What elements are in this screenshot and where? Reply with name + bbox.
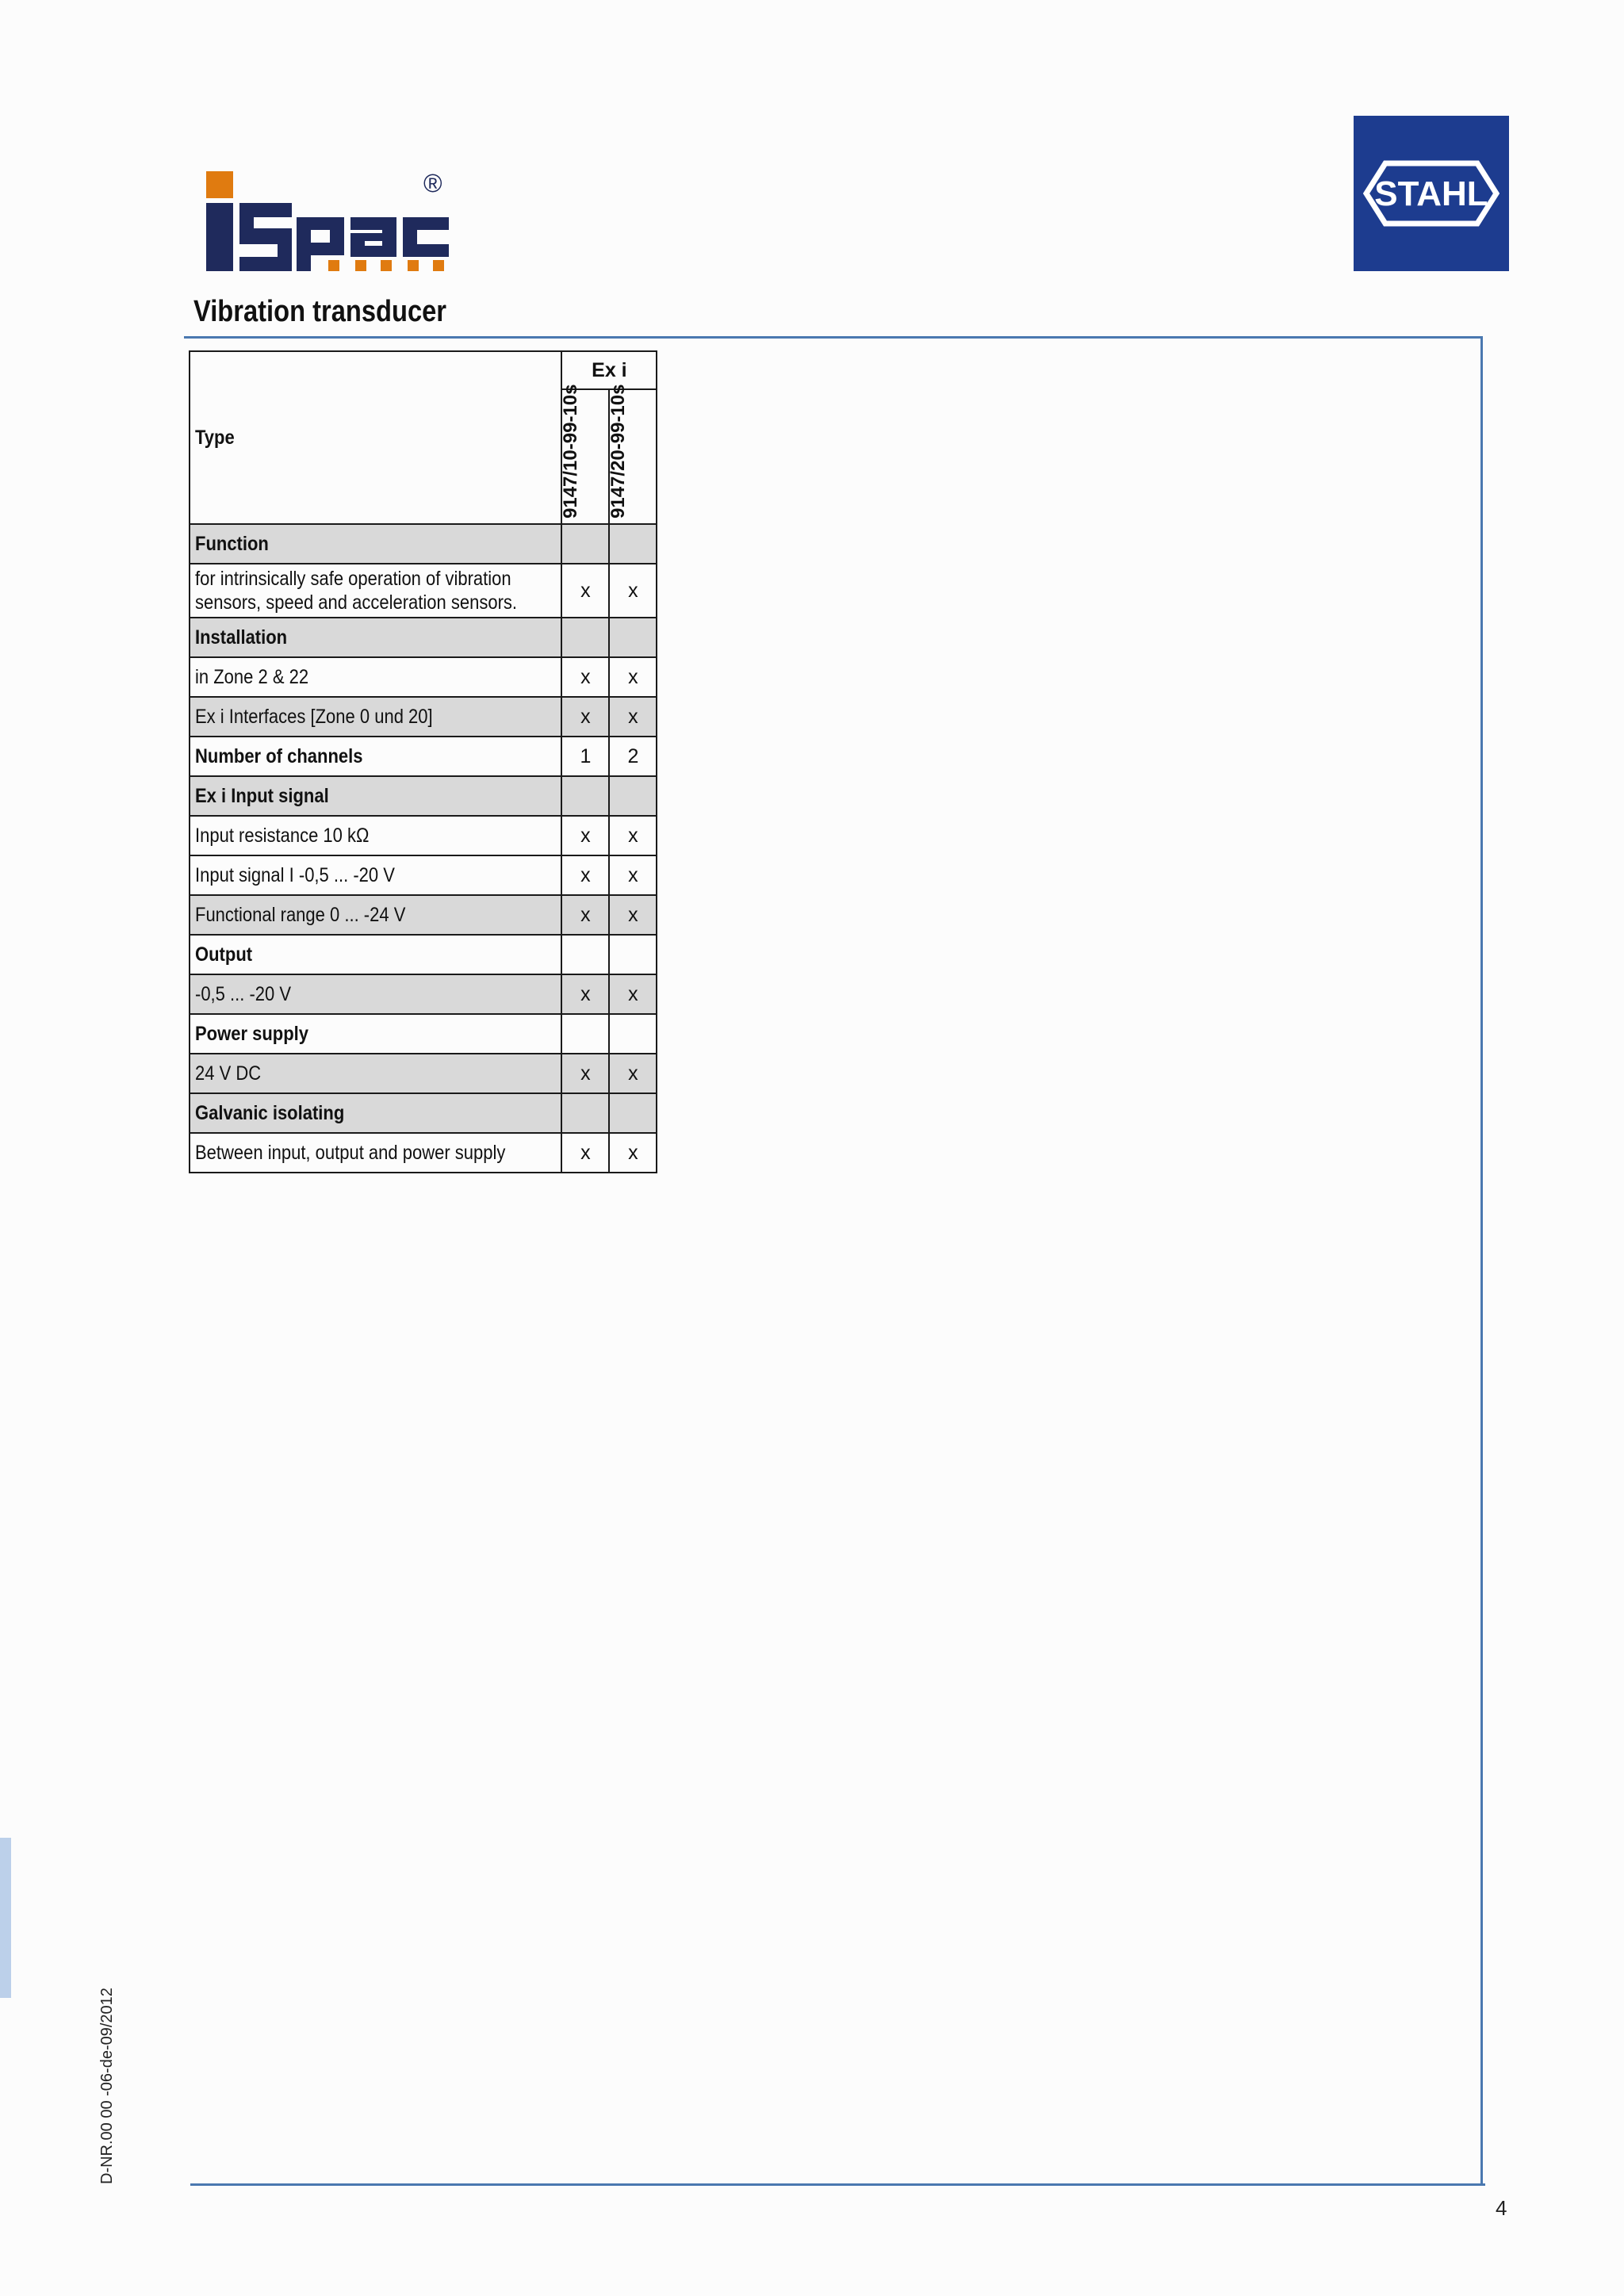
row-label — [190, 564, 561, 618]
row-value — [561, 618, 609, 657]
side-tab-marker — [0, 1838, 11, 1998]
table-row — [190, 816, 657, 855]
row-value: x — [609, 564, 657, 618]
table-row — [190, 935, 657, 974]
document-id: D-NR.00 00 -06-de-09/2012 — [98, 1988, 116, 2184]
row-value: x — [561, 974, 609, 1014]
row-label-line-2: sensors, speed and acceleration sensors. — [195, 591, 518, 614]
stahl-logo — [1354, 116, 1509, 271]
column-header-1 — [560, 384, 609, 524]
table-row — [190, 1133, 657, 1173]
row-value: x — [609, 1054, 657, 1093]
row-label: -0,5 ... -20 V — [195, 982, 292, 1005]
row-value — [609, 776, 657, 816]
table-row — [190, 657, 657, 697]
row-label: in Zone 2 & 22 — [195, 665, 309, 688]
column-header-2 — [607, 384, 657, 524]
row-label: Ex i Input signal — [195, 784, 329, 807]
row-label: Installation — [195, 626, 288, 649]
row-value: x — [609, 697, 657, 737]
row-label: Input signal I -0,5 ... -20 V — [195, 863, 395, 886]
stahl-logo-text: STAHL — [1374, 174, 1488, 213]
row-label: 24 V DC — [195, 1062, 262, 1085]
table-row — [190, 974, 657, 1014]
row-value: x — [609, 816, 657, 855]
row-label: Galvanic isolating — [195, 1101, 345, 1124]
row-value: x — [609, 895, 657, 935]
row-value: x — [609, 974, 657, 1014]
row-label: Power supply — [195, 1022, 309, 1045]
ispac-logo — [205, 168, 458, 276]
table-row — [190, 564, 657, 618]
ex-i-group-header: Ex i — [561, 351, 657, 389]
type-label: Type — [195, 426, 235, 449]
table-row — [190, 697, 657, 737]
type-label-cell — [190, 351, 561, 524]
row-value: x — [561, 895, 609, 935]
row-value — [561, 1014, 609, 1054]
row-value — [609, 935, 657, 974]
table-row — [190, 1054, 657, 1093]
frame-bottom-line — [190, 2183, 1485, 2186]
table-row — [190, 1093, 657, 1133]
row-value: x — [561, 697, 609, 737]
row-label: Output — [195, 943, 253, 966]
row-value — [561, 524, 609, 564]
row-value: x — [561, 1054, 609, 1093]
table-row — [190, 524, 657, 564]
spec-table — [189, 350, 657, 1173]
row-value: x — [561, 564, 609, 618]
table-row — [190, 855, 657, 895]
row-label: Function — [195, 532, 269, 555]
row-value — [561, 1093, 609, 1133]
column-header-2-text: 9147/20-99-10s — [607, 384, 630, 519]
row-label: Ex i Interfaces [Zone 0 und 20] — [195, 705, 433, 728]
table-row — [190, 1014, 657, 1054]
row-value: 2 — [609, 737, 657, 776]
row-label: Number of channels — [195, 744, 363, 767]
table-row — [190, 618, 657, 657]
row-value: x — [609, 855, 657, 895]
row-label: Functional range 0 ... -24 V — [195, 903, 406, 926]
row-value: x — [609, 1133, 657, 1173]
row-value: x — [561, 855, 609, 895]
row-value — [609, 1093, 657, 1133]
page-title: Vibration transducer — [193, 295, 447, 328]
column-header-1-text: 9147/10-99-10s — [560, 384, 582, 519]
row-value: x — [561, 816, 609, 855]
registered-mark: ® — [423, 169, 442, 197]
page-number: 4 — [1496, 2196, 1507, 2220]
table-row — [190, 776, 657, 816]
row-value — [609, 524, 657, 564]
row-value: x — [609, 657, 657, 697]
table-row — [190, 737, 657, 776]
row-value — [609, 1014, 657, 1054]
row-value — [561, 776, 609, 816]
row-value — [561, 935, 609, 974]
row-label: Between input, output and power supply — [195, 1141, 506, 1164]
table-row — [190, 895, 657, 935]
row-value: 1 — [561, 737, 609, 776]
row-value: x — [561, 1133, 609, 1173]
row-label: Input resistance 10 kΩ — [195, 824, 370, 847]
row-label-line-1: for intrinsically safe operation of vibration — [195, 568, 511, 590]
row-value — [609, 618, 657, 657]
row-value: x — [561, 657, 609, 697]
